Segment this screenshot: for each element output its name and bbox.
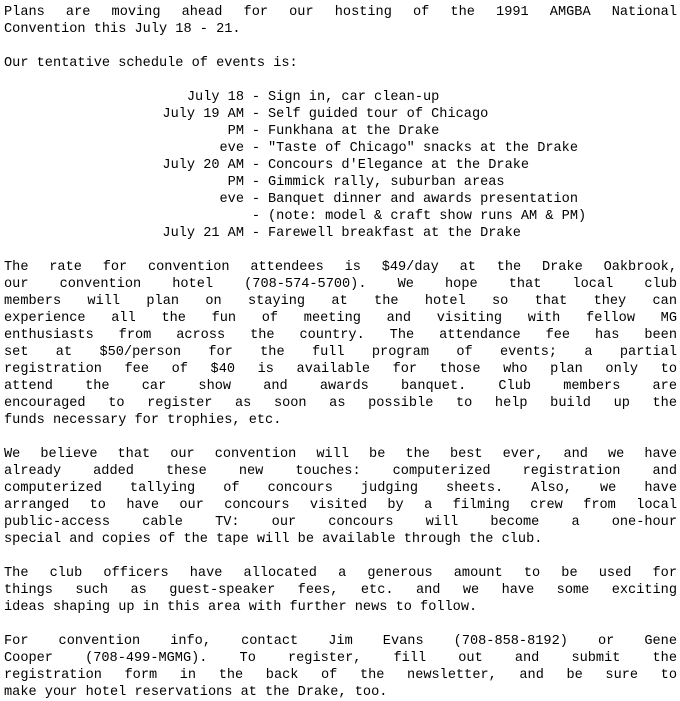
schedule-list — [108, 89, 677, 242]
text-line: funds necessary for trophies, etc. — [4, 413, 282, 428]
schedule-dash: - — [251, 124, 261, 139]
schedule-dash: - — [251, 175, 261, 190]
schedule-row — [108, 191, 677, 208]
schedule-dash: - — [251, 192, 261, 207]
text-line: our convention hotel (708-574-5700). We hope that local club — [4, 277, 677, 292]
schedule-row — [108, 225, 677, 242]
schedule-row — [108, 157, 677, 174]
schedule-date: eve — [219, 141, 244, 156]
schedule-row — [108, 123, 677, 140]
schedule-row — [108, 89, 677, 106]
schedule-event: Gimmick rally, suburban areas — [268, 175, 505, 190]
schedule-date — [108, 208, 244, 225]
text-line: enthusiasts from across the country. The attendance fee has been — [4, 328, 677, 343]
schedule-heading: Our tentative schedule of events is: — [4, 56, 298, 71]
schedule-event: "Taste of Chicago" snacks at the Drake — [268, 141, 578, 156]
convention-best-paragraph — [4, 446, 677, 548]
officers-paragraph — [4, 565, 677, 616]
text-line: For convention info, contact Jim Evans (708-858-8192) or Gene — [4, 634, 677, 649]
schedule-dash: - — [251, 107, 261, 122]
schedule-dash: - — [251, 226, 261, 241]
text-line: attend the car show and awards banquet. Club members are — [4, 379, 677, 394]
schedule-row — [108, 140, 677, 157]
schedule-dash: - — [251, 141, 261, 156]
text-line: The club officers have allocated a generous amount to be used for — [4, 566, 677, 581]
text-line: already added these new touches: computerized registration and — [4, 464, 677, 479]
document-page — [4, 4, 677, 701]
schedule-event: Farewell breakfast at the Drake — [268, 226, 521, 241]
text-line: set at $50/person for the full program of events; a partial — [4, 345, 677, 360]
text-line: arranged to have our concours visited by a filming crew from local — [4, 498, 677, 513]
text-line: encouraged to register as soon as possible to help build up the — [4, 396, 677, 411]
schedule-event: (note: model & craft show runs AM & PM) — [268, 209, 587, 224]
schedule-event: Self guided tour of Chicago — [268, 107, 489, 122]
schedule-row — [108, 208, 677, 225]
text-line: things such as guest-speaker fees, etc. and we have some exciting — [4, 583, 677, 598]
schedule-dash: - — [251, 209, 261, 224]
text-line: Cooper (708-499-MGMG). To register, fill out and submit the — [4, 651, 677, 666]
schedule-date: July 20 AM — [162, 158, 244, 173]
text-line: We believe that our convention will be the best ever, and we have — [4, 447, 677, 462]
text-line: members will plan on staying at the hotel so that they can — [4, 294, 677, 309]
schedule-date: July 21 AM — [162, 226, 244, 241]
schedule-event: Sign in, car clean-up — [268, 90, 440, 105]
text-line: Convention this July 18 - 21. — [4, 22, 241, 37]
schedule-event: Concours d'Elegance at the Drake — [268, 158, 530, 173]
text-line: registration fee of $40 is available for those who plan only to — [4, 362, 677, 377]
text-line: ideas shaping up in this area with further news to follow. — [4, 600, 478, 615]
schedule-date: July 18 — [186, 90, 244, 105]
schedule-row — [108, 174, 677, 191]
rate-paragraph — [4, 259, 677, 429]
schedule-dash: - — [251, 90, 261, 105]
schedule-event: Banquet dinner and awards presentation — [268, 192, 578, 207]
text-line: Plans are moving ahead for our hosting of the 1991 AMGBA National — [4, 5, 677, 20]
text-line: experience all the fun of meeting and visiting with fellow MG — [4, 311, 677, 326]
text-line: The rate for convention attendees is $49/day at the Drake Oakbrook, — [4, 260, 677, 275]
text-line: public-access cable TV: our concours will become a one-hour — [4, 515, 677, 530]
text-line: make your hotel reservations at the Drake, too. — [4, 685, 388, 700]
schedule-date: PM — [227, 124, 244, 139]
schedule-row — [108, 106, 677, 123]
contact-paragraph — [4, 633, 677, 701]
schedule-date: PM — [227, 175, 244, 190]
schedule-event: Funkhana at the Drake — [268, 124, 440, 139]
intro-paragraph — [4, 4, 677, 38]
schedule-date: July 19 AM — [162, 107, 244, 122]
text-line: special and copies of the tape will be available through the club. — [4, 532, 543, 547]
text-line: registration form in the back of the newsletter, and be sure to — [4, 668, 677, 683]
schedule-dash: - — [251, 158, 261, 173]
schedule-date: eve — [219, 192, 244, 207]
text-line: computerized tallying of concours judging sheets. Also, we have — [4, 481, 677, 496]
